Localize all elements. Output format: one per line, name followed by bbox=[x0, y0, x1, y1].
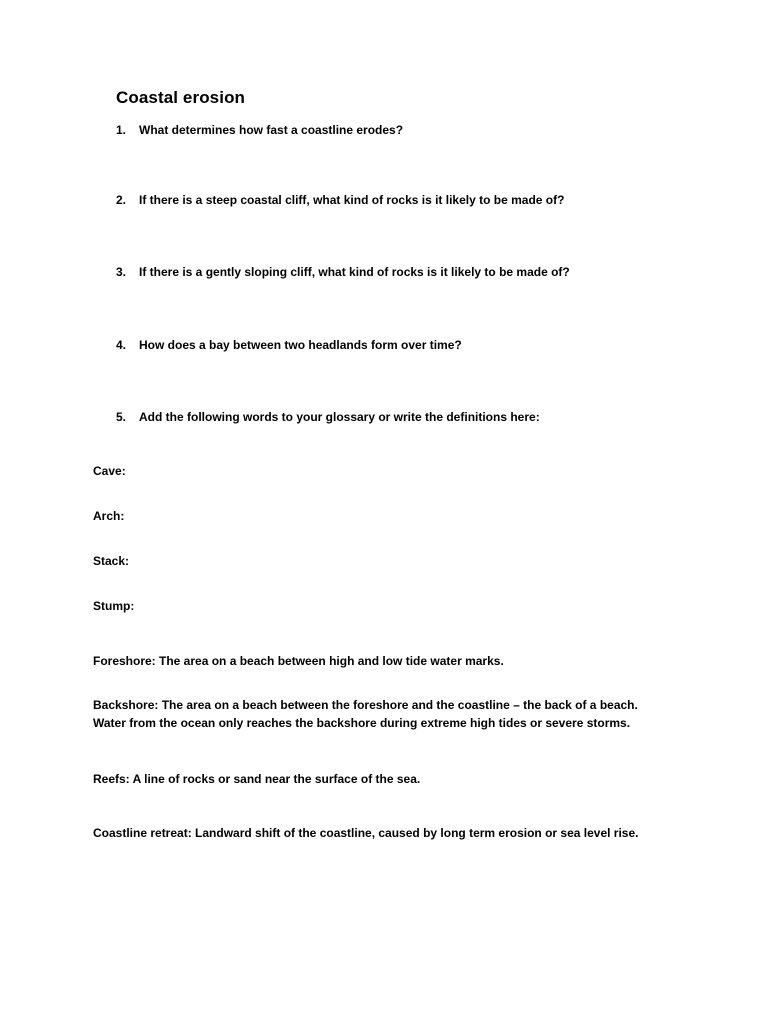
glossary-term-stack: Stack: bbox=[93, 554, 130, 568]
question-text: If there is a steep coastal cliff, what kind of rocks is it likely to be made of? bbox=[139, 193, 565, 207]
question-3 bbox=[116, 265, 570, 279]
question-2 bbox=[116, 193, 564, 207]
question-1 bbox=[116, 123, 403, 137]
glossary-term-cave: Cave: bbox=[93, 464, 126, 478]
question-text: If there is a gently sloping cliff, what kind of rocks is it likely to be made of? bbox=[139, 265, 570, 279]
page-title: Coastal erosion bbox=[116, 88, 246, 107]
question-number: 4. bbox=[116, 338, 127, 352]
question-number: 2. bbox=[116, 193, 127, 207]
question-text: How does a bay between two headlands form over time? bbox=[139, 338, 462, 352]
definition-reefs: Reefs: A line of rocks or sand near the surface of the sea. bbox=[93, 772, 421, 786]
glossary-term-stump: Stump: bbox=[93, 599, 135, 613]
definition-backshore-line2: Water from the ocean only reaches the backshore during extreme high tides or severe storms. bbox=[93, 716, 631, 730]
question-text: What determines how fast a coastline erodes? bbox=[139, 123, 404, 137]
question-4 bbox=[116, 338, 462, 352]
question-number: 3. bbox=[116, 265, 127, 279]
question-5 bbox=[116, 410, 540, 424]
question-number: 1. bbox=[116, 123, 127, 137]
glossary-term-arch: Arch: bbox=[93, 509, 125, 523]
question-text: Add the following words to your glossary or write the definitions here: bbox=[139, 410, 540, 424]
definition-backshore-line1: Backshore: The area on a beach between the foreshore and the coastline – the back of a beach. bbox=[93, 698, 638, 712]
definition-coastline-retreat: Coastline retreat: Landward shift of the coastline, caused by long term erosion or sea level rise. bbox=[93, 826, 639, 840]
question-number: 5. bbox=[116, 410, 127, 424]
definition-foreshore: Foreshore: The area on a beach between high and low tide water marks. bbox=[93, 654, 504, 668]
